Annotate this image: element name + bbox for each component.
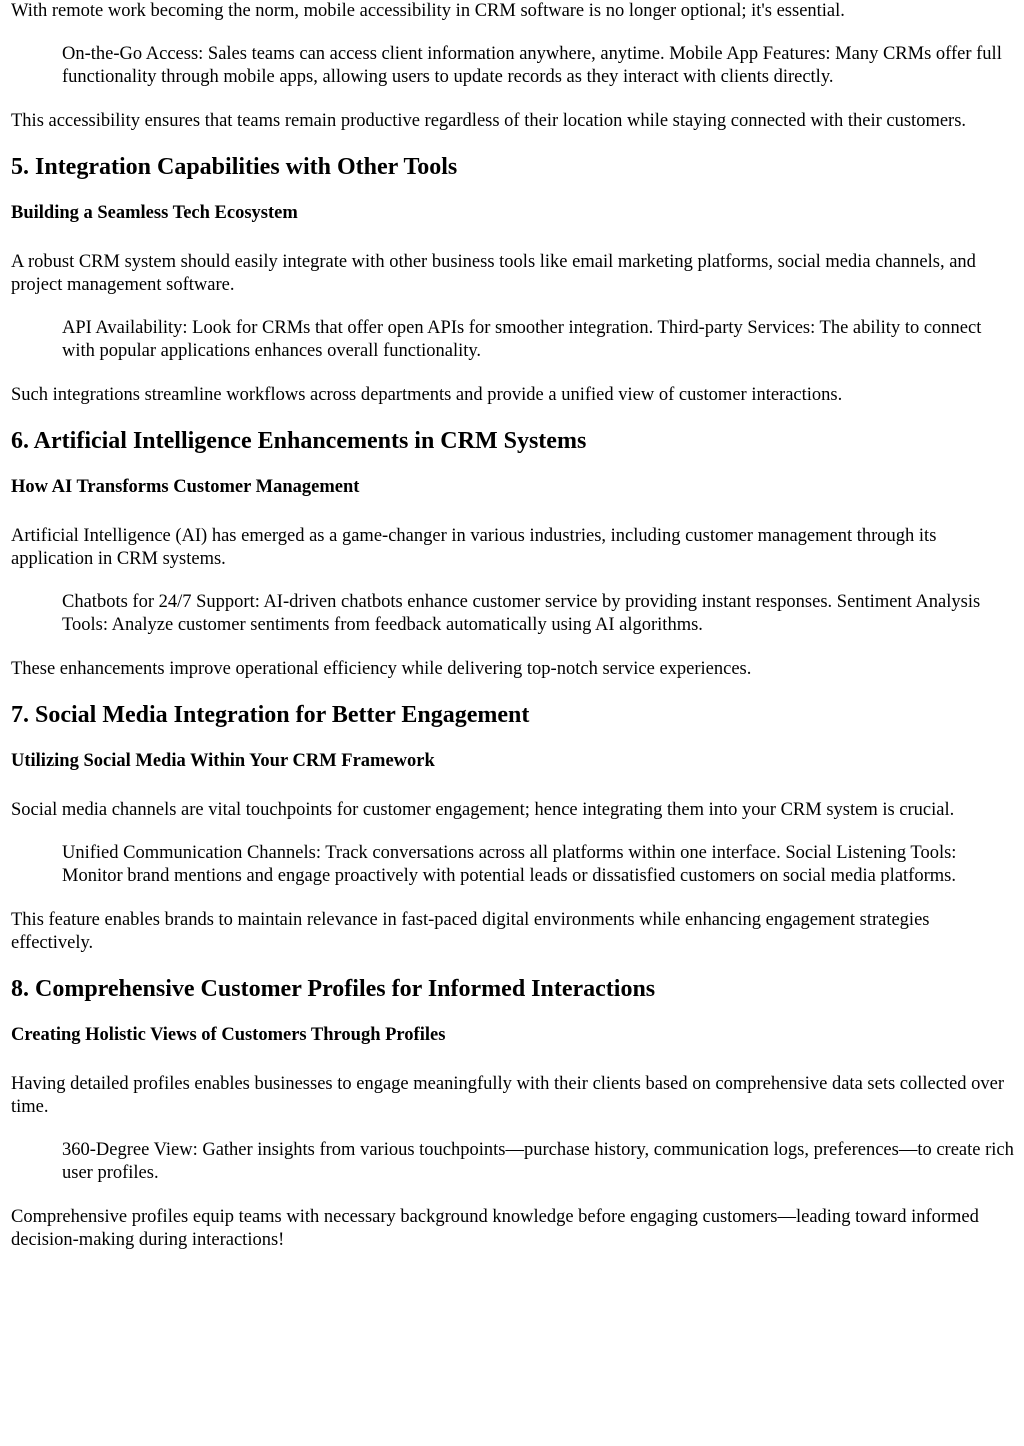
section-heading: 5. Integration Capabilities with Other Tools (11, 154, 458, 180)
section-closing: Such integrations streamline workflows across departments and provide a unified view of customer interactions. (11, 385, 843, 405)
intro-quote: On-the-Go Access: Sales teams can access client information anywhere, anytime. Mobile App Features: Many CRMs offer full functionality through mobile apps, allowing users to update records as they interact with clients directly. (62, 44, 1002, 87)
section-quote: API Availability: Look for CRMs that offer open APIs for smoother integration. Third-party Services: The ability to connect with popular applications enhances overall functionality. (62, 318, 982, 361)
intro-closing: This accessibility ensures that teams remain productive regardless of their location while staying connected with their customers. (11, 111, 967, 131)
section-closing: Comprehensive profiles equip teams with necessary background knowledge before engaging customers—leading toward informed decision-making during interactions! (11, 1207, 979, 1250)
section-closing: This feature enables brands to maintain relevance in fast-paced digital environments while enhancing engagement strategies effectively. (11, 910, 930, 953)
section-quote: Chatbots for 24/7 Support: AI-driven chatbots enhance customer service by providing instant responses. Sentiment Analysis Tools: Analyze customer sentiments from feedback automatically using AI algorithms. (62, 592, 981, 635)
section-quote: Unified Communication Channels: Track conversations across all platforms within one interface. Social Listening Tools: Monitor brand mentions and engage proactively with potential leads or dissatisfied customers on social media platforms. (62, 843, 957, 886)
section-paragraph: Social media channels are vital touchpoints for customer engagement; hence integrating them into your CRM system is crucial. (11, 800, 955, 820)
section-paragraph: Having detailed profiles enables businesses to engage meaningfully with their clients based on comprehensive data sets collected over time. (11, 1074, 1005, 1117)
section-subheading: Creating Holistic Views of Customers Through Profiles (11, 1025, 446, 1045)
section-heading: 7. Social Media Integration for Better Engagement (11, 702, 530, 728)
section-subheading: How AI Transforms Customer Management (11, 477, 360, 497)
section-paragraph: A robust CRM system should easily integrate with other business tools like email marketing platforms, social media channels, and project management software. (11, 252, 976, 295)
intro-paragraph: With remote work becoming the norm, mobile accessibility in CRM software is no longer optional; it's essential. (11, 1, 845, 21)
section-heading: 8. Comprehensive Customer Profiles for Informed Interactions (11, 976, 656, 1002)
section-paragraph: Artificial Intelligence (AI) has emerged as a game-changer in various industries, including customer management through its application in CRM systems. (11, 526, 937, 569)
section-subheading: Utilizing Social Media Within Your CRM Framework (11, 751, 435, 771)
section-subheading: Building a Seamless Tech Ecosystem (11, 203, 298, 223)
section-heading: 6. Artificial Intelligence Enhancements in CRM Systems (11, 428, 587, 454)
section-closing: These enhancements improve operational efficiency while delivering top-notch service experiences. (11, 659, 752, 679)
section-quote: 360-Degree View: Gather insights from various touchpoints—purchase history, communication logs, preferences—to create rich user profiles. (62, 1140, 1014, 1183)
